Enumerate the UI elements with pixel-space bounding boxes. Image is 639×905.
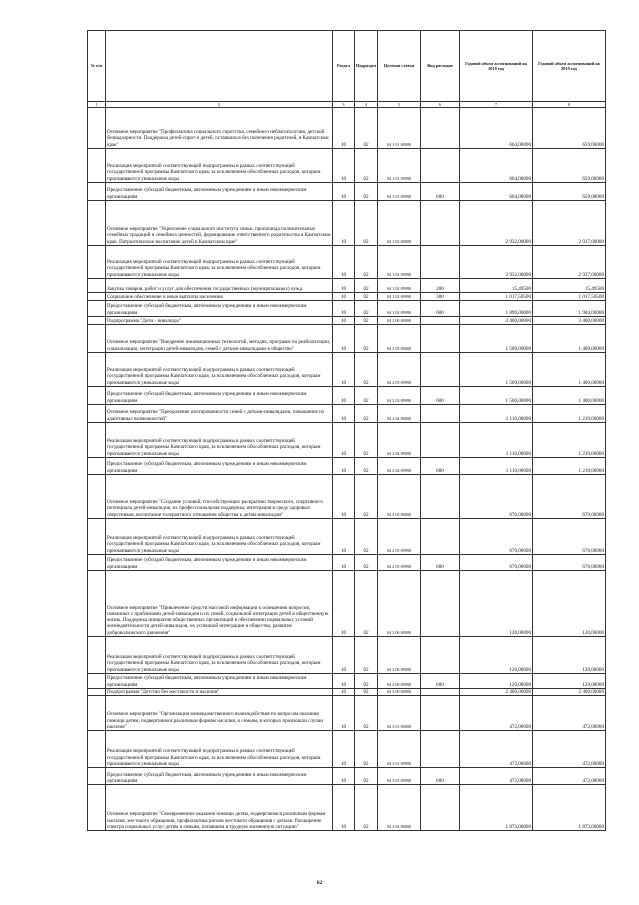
row-description: Реализация мероприятий соответствующей подпрограммы в рамках соответствующей государственной программы Камчатского края, за исключением обособленных расходов, которым присваиваются уникальные коды [106, 246, 333, 279]
header-description [106, 31, 333, 102]
razdel-cell: 10 [333, 293, 355, 301]
podrazdel-cell: 02 [355, 555, 378, 571]
target-article-cell: 04 2 03 09990 [378, 353, 421, 387]
razdel-cell: 10 [333, 637, 355, 674]
amount-2018-cell: 670,00000 [460, 555, 533, 571]
row-number-cell [88, 674, 106, 689]
row-number-cell [88, 279, 106, 293]
row-description: Предоставление субсидий бюджетным, автономным учреждениям и иным некоммерческим организациям [106, 301, 333, 317]
razdel-cell: 10 [333, 768, 355, 785]
amount-2019-cell: 670,00000 [533, 475, 606, 519]
razdel-cell: 10 [333, 674, 355, 689]
table-row [88, 519, 606, 555]
amount-2019-cell: 120,00000 [533, 571, 606, 637]
row-description: Основное мероприятие "Привлечение средств массовой информации к освещению вопросов, связанных с проблемами детей-инвалидов и их семей, социальной интеграции детей в общественную жизнь. Поддержка инициатив общественных организаций в обеспечении нормальных условий жизнедеятельности детей-инвалидов, их успешной интеграции в общество, развитие добровольческого движения" [106, 571, 333, 637]
target-article-cell: 04 1 01 00000 [378, 108, 421, 149]
target-article-cell: 04 3 01 09990 [378, 731, 421, 768]
podrazdel-cell: 02 [355, 387, 378, 405]
target-article-cell: 04 1 01 09990 [378, 149, 421, 183]
podrazdel-cell: 02 [355, 293, 378, 301]
podrazdel-cell: 02 [355, 571, 378, 637]
amount-2018-cell: 472,00000 [460, 696, 533, 731]
podrazdel-cell: 02 [355, 149, 378, 183]
amount-2019-cell: 3 400,00000 [533, 317, 606, 325]
razdel-cell: 10 [333, 149, 355, 183]
amount-2019-cell: 15,49500 [533, 279, 606, 293]
razdel-cell: 10 [333, 571, 355, 637]
table-row [88, 387, 606, 405]
amount-2018-cell: 15,49500 [460, 279, 533, 293]
row-description: Реализация мероприятий соответствующей подпрограммы в рамках соответствующей государственной программы Камчатского края, за исключением обособленных расходов, которым присваиваются уникальные коды [106, 149, 333, 183]
amount-2018-cell: 120,00000 [460, 637, 533, 674]
header-target-article: Целевая статья [378, 31, 421, 102]
amount-2019-cell: 659,00000 [533, 108, 606, 149]
target-article-cell: 04 2 06 09990 [378, 637, 421, 674]
target-article-cell: 04 3 02 00000 [378, 785, 421, 831]
amount-2019-cell: 670,00000 [533, 555, 606, 571]
amount-2019-cell: 670,00000 [533, 519, 606, 555]
expense-type-cell [421, 108, 460, 149]
column-number: 2 [106, 102, 333, 108]
table-row [88, 475, 606, 519]
table-row [88, 637, 606, 674]
amount-2019-cell: 472,00000 [533, 696, 606, 731]
razdel-cell: 10 [333, 201, 355, 246]
row-description: Предоставление субсидий бюджетным, автономным учреждениям и иным некоммерческим организациям [106, 674, 333, 689]
razdel-cell: 10 [333, 317, 355, 325]
expense-type-cell [421, 785, 460, 831]
razdel-cell: 10 [333, 387, 355, 405]
amount-2019-cell: 120,00000 [533, 674, 606, 689]
amount-2019-cell: 472,00000 [533, 768, 606, 785]
row-description: Предоставление субсидий бюджетным, автономным учреждениям и иным некоммерческим организациям [106, 183, 333, 201]
table-row [88, 201, 606, 246]
row-number-cell [88, 696, 106, 731]
target-article-cell: 04 3 01 09990 [378, 768, 421, 785]
header-razdel: Раздел [333, 31, 355, 102]
column-number: 4 [355, 102, 378, 108]
razdel-cell: 10 [333, 405, 355, 423]
table-row [88, 353, 606, 387]
expense-type-cell [421, 317, 460, 325]
razdel-cell: 10 [333, 325, 355, 353]
row-description: Подпрограмма "Детство без жестокости и насилия" [106, 689, 333, 696]
podrazdel-cell: 02 [355, 353, 378, 387]
amount-2019-cell: 659,00000 [533, 149, 606, 183]
table-row [88, 696, 606, 731]
row-description: Основное мероприятие "Укрепление социального института семьи, пропаганда положительных семейных традиций и семейных ценностей, формирование ответственного родительства в Камчатском крае. Патриотическое воспитание детей в Камчатском крае" [106, 201, 333, 246]
razdel-cell: 10 [333, 423, 355, 458]
amount-2019-cell: 1 210,00000 [533, 423, 606, 458]
row-description: Реализация мероприятий соответствующей подпрограммы в рамках соответствующей государственной программы Камчатского края, за исключением обособленных расходов, которым присваиваются уникальные коды [106, 519, 333, 555]
header-amount-2019: Годовой объем ассигнований на 2019 год [533, 31, 606, 102]
row-number-cell [88, 201, 106, 246]
expense-type-cell [421, 696, 460, 731]
table-row [88, 674, 606, 689]
amount-2018-cell: 120,00000 [460, 571, 533, 637]
podrazdel-cell: 02 [355, 674, 378, 689]
row-number-cell [88, 519, 106, 555]
table-row [88, 731, 606, 768]
razdel-cell: 10 [333, 696, 355, 731]
podrazdel-cell: 02 [355, 785, 378, 831]
table-row [88, 405, 606, 423]
expense-type-cell: 600 [421, 674, 460, 689]
amount-2018-cell: 1 110,00000 [460, 458, 533, 475]
expense-type-cell [421, 325, 460, 353]
expense-type-cell: 600 [421, 458, 460, 475]
column-number: 5 [378, 102, 421, 108]
table-row [88, 423, 606, 458]
target-article-cell: 04 2 05 09990 [378, 519, 421, 555]
razdel-cell: 10 [333, 458, 355, 475]
razdel-cell: 10 [333, 183, 355, 201]
table-row [88, 571, 606, 637]
row-description: Реализация мероприятий соответствующей подпрограммы в рамках соответствующей государственной программы Камчатского края, за исключением обособленных расходов, которым присваиваются уникальные коды [106, 353, 333, 387]
expense-type-cell: 600 [421, 183, 460, 201]
table-header [88, 31, 606, 102]
table-row [88, 768, 606, 785]
table-body [88, 108, 606, 831]
row-number-cell [88, 325, 106, 353]
amount-2018-cell: 472,00000 [460, 768, 533, 785]
table-row [88, 301, 606, 317]
target-article-cell: 04 2 00 00000 [378, 317, 421, 325]
amount-2018-cell: 2 932,00000 [460, 246, 533, 279]
razdel-cell: 10 [333, 785, 355, 831]
razdel-cell: 10 [333, 689, 355, 696]
target-article-cell: 04 1 02 09990 [378, 293, 421, 301]
target-article-cell: 04 2 05 09990 [378, 555, 421, 571]
expense-type-cell [421, 353, 460, 387]
column-number: 3 [333, 102, 355, 108]
razdel-cell: 10 [333, 475, 355, 519]
expense-type-cell: 200 [421, 279, 460, 293]
row-number-cell [88, 246, 106, 279]
target-article-cell: 04 1 02 09990 [378, 279, 421, 293]
row-number-cell [88, 317, 106, 325]
row-description: Основное мероприятие "Своевременное оказание помощи детям, подвергшимся различным формам насилия, жестокого обращения, профилактика рисков жестокого обращения с детьми. Расширение спектра социальных услуг детям и семьям, попавшим в трудную жизненную ситуацию" [106, 785, 333, 831]
razdel-cell: 10 [333, 519, 355, 555]
amount-2018-cell: 1 500,00000 [460, 353, 533, 387]
row-number-cell [88, 353, 106, 387]
razdel-cell: 10 [333, 353, 355, 387]
target-article-cell: 04 1 02 00000 [378, 201, 421, 246]
row-description: Основное мероприятие "Создание условий, способствующих раскрытию творческого, спортивного потенциала детей-инвалидов, их профессиональная поддержка, интеграция в среду здоровых сверстников, воспитание толерантного отношения общества к детям-инвалидам" [106, 475, 333, 519]
target-article-cell: 04 2 04 00000 [378, 405, 421, 423]
row-number-cell [88, 293, 106, 301]
table-row [88, 149, 606, 183]
row-number-cell [88, 785, 106, 831]
row-description: Основное мероприятие "Профилактика социального сиротства, семейного неблагополучия, детской безнадзорности. Поддержка детей-сирот и детей, оставшихся без попечения родителей, в Камчатском крае" [106, 108, 333, 149]
table-row [88, 555, 606, 571]
table-row [88, 458, 606, 475]
row-description: Предоставление субсидий бюджетным, автономным учреждениям и иным некоммерческим организациям [106, 555, 333, 571]
row-number-cell [88, 689, 106, 696]
target-article-cell: 04 2 04 09990 [378, 458, 421, 475]
amount-2018-cell: 120,00000 [460, 674, 533, 689]
expense-type-cell [421, 731, 460, 768]
podrazdel-cell: 02 [355, 475, 378, 519]
row-number-cell [88, 149, 106, 183]
row-number-cell [88, 555, 106, 571]
row-description: Реализация мероприятий соответствующей подпрограммы в рамках соответствующей государственной программы Камчатского края, за исключением обособленных расходов, которым присваиваются уникальные коды [106, 731, 333, 768]
razdel-cell: 10 [333, 555, 355, 571]
table-row [88, 325, 606, 353]
razdel-cell: 10 [333, 301, 355, 317]
amount-2019-cell: 1 904,00000 [533, 301, 606, 317]
amount-2019-cell: 2 400,00000 [533, 689, 606, 696]
table-row [88, 293, 606, 301]
column-number: 7 [460, 102, 533, 108]
row-number-cell [88, 571, 106, 637]
expense-type-cell: 600 [421, 555, 460, 571]
row-description: Подпрограмма "Дети - инвалиды" [106, 317, 333, 325]
row-number-cell [88, 768, 106, 785]
expense-type-cell [421, 246, 460, 279]
target-article-cell: 04 2 03 09990 [378, 387, 421, 405]
podrazdel-cell: 02 [355, 423, 378, 458]
amount-2019-cell: 1 210,00000 [533, 405, 606, 423]
target-article-cell: 04 2 03 00000 [378, 325, 421, 353]
podrazdel-cell: 02 [355, 201, 378, 246]
column-number: 6 [421, 102, 460, 108]
amount-2019-cell: 472,00000 [533, 731, 606, 768]
amount-2018-cell: 1 017,50500 [460, 293, 533, 301]
amount-2019-cell: 1 873,00000 [533, 785, 606, 831]
amount-2018-cell: 2 932,00000 [460, 201, 533, 246]
amount-2019-cell: 2 937,00000 [533, 246, 606, 279]
table-row [88, 785, 606, 831]
razdel-cell: 10 [333, 279, 355, 293]
target-article-cell: 04 2 06 00000 [378, 571, 421, 637]
amount-2018-cell: 664,00000 [460, 108, 533, 149]
amount-2018-cell: 1 500,00000 [460, 325, 533, 353]
row-number-cell [88, 637, 106, 674]
amount-2018-cell: 3 400,00000 [460, 317, 533, 325]
expense-type-cell: 600 [421, 301, 460, 317]
row-number-cell [88, 301, 106, 317]
podrazdel-cell: 02 [355, 279, 378, 293]
row-description: Реализация мероприятий соответствующей подпрограммы в рамках соответствующей государственной программы Камчатского края, за исключением обособленных расходов, которым присваиваются уникальные коды [106, 423, 333, 458]
podrazdel-cell: 02 [355, 246, 378, 279]
amount-2018-cell: 670,00000 [460, 519, 533, 555]
target-article-cell: 04 2 06 09990 [378, 674, 421, 689]
amount-2018-cell: 1 899,00000 [460, 301, 533, 317]
podrazdel-cell: 02 [355, 108, 378, 149]
row-description: Предоставление субсидий бюджетным, автономным учреждениям и иным некоммерческим организациям [106, 387, 333, 405]
row-number-cell [88, 387, 106, 405]
row-number-cell [88, 475, 106, 519]
amount-2019-cell: 1 210,00000 [533, 458, 606, 475]
razdel-cell: 10 [333, 108, 355, 149]
target-article-cell: 04 2 05 00000 [378, 475, 421, 519]
target-article-cell: 04 3 00 00000 [378, 689, 421, 696]
expense-type-cell [421, 637, 460, 674]
target-article-cell: 04 1 02 09990 [378, 246, 421, 279]
column-number: 1 [88, 102, 106, 108]
row-description: Основное мероприятие "Организация межведомственного взаимодействия по вопросам оказания помощи детям, подвергшимся различным формам насилия, и семьям, в которых произошли случаи насилия" [106, 696, 333, 731]
expense-type-cell [421, 201, 460, 246]
header-num: № п/п [88, 31, 106, 102]
amount-2019-cell: 1 400,00000 [533, 387, 606, 405]
amount-2018-cell: 664,00000 [460, 183, 533, 201]
podrazdel-cell: 02 [355, 183, 378, 201]
row-description: Основное мероприятие "Преодоление изолированности семей с детьми-инвалидами, повышение их адаптивных возможностей" [106, 405, 333, 423]
header-podrazdel: Подраздел [355, 31, 378, 102]
amount-2018-cell: 1 110,00000 [460, 423, 533, 458]
podrazdel-cell: 02 [355, 637, 378, 674]
header-amount-2018: Годовой объем ассигнований на 2018 год [460, 31, 533, 102]
podrazdel-cell: 02 [355, 325, 378, 353]
row-description: Основное мероприятие "Внедрение инновационных технологий, методик, программ по реабилитации, социализации, интеграции детей-инвалидов, семей с детьми-инвалидами в общество" [106, 325, 333, 353]
podrazdel-cell: 02 [355, 405, 378, 423]
expense-type-cell [421, 571, 460, 637]
expense-type-cell: 600 [421, 387, 460, 405]
amount-2018-cell: 1 500,00000 [460, 387, 533, 405]
amount-2019-cell: 2 937,00000 [533, 201, 606, 246]
table-row [88, 279, 606, 293]
row-number-cell [88, 108, 106, 149]
row-description: Социальное обеспечение и иные выплаты населению [106, 293, 333, 301]
podrazdel-cell: 02 [355, 768, 378, 785]
row-number-cell [88, 405, 106, 423]
podrazdel-cell: 02 [355, 317, 378, 325]
target-article-cell: 04 1 02 09990 [378, 301, 421, 317]
amount-2019-cell: 120,00000 [533, 637, 606, 674]
expense-type-cell [421, 519, 460, 555]
podrazdel-cell: 02 [355, 519, 378, 555]
row-description: Предоставление субсидий бюджетным, автономным учреждениям и иным некоммерческим организациям [106, 768, 333, 785]
target-article-cell: 04 1 01 09990 [378, 183, 421, 201]
amount-2018-cell: 1 110,00000 [460, 405, 533, 423]
expense-type-cell: 600 [421, 768, 460, 785]
column-number: 8 [533, 102, 606, 108]
podrazdel-cell: 02 [355, 689, 378, 696]
budget-table [87, 30, 606, 831]
row-description: Реализация мероприятий соответствующей подпрограммы в рамках соответствующей государственной программы Камчатского края, за исключением обособленных расходов, которым присваиваются уникальные коды [106, 637, 333, 674]
amount-2019-cell: 659,00000 [533, 183, 606, 201]
podrazdel-cell: 02 [355, 696, 378, 731]
table-row [88, 246, 606, 279]
amount-2019-cell: 1 400,00000 [533, 353, 606, 387]
table-row [88, 108, 606, 149]
row-description: Закупка товаров, работ и услуг для обеспечения государственных (муниципальных) нужд [106, 279, 333, 293]
podrazdel-cell: 02 [355, 731, 378, 768]
podrazdel-cell: 02 [355, 301, 378, 317]
table-row [88, 689, 606, 696]
podrazdel-cell: 02 [355, 458, 378, 475]
amount-2019-cell: 1 400,00000 [533, 325, 606, 353]
row-number-cell [88, 458, 106, 475]
row-number-cell [88, 423, 106, 458]
target-article-cell: 04 3 01 00000 [378, 696, 421, 731]
row-number-cell [88, 183, 106, 201]
table-row [88, 317, 606, 325]
header-expense-type: Вид расходов [421, 31, 460, 102]
expense-type-cell [421, 475, 460, 519]
amount-2018-cell: 472,00000 [460, 731, 533, 768]
expense-type-cell: 300 [421, 293, 460, 301]
target-article-cell: 04 2 04 09990 [378, 423, 421, 458]
expense-type-cell [421, 423, 460, 458]
razdel-cell: 10 [333, 246, 355, 279]
razdel-cell: 10 [333, 731, 355, 768]
row-number-cell [88, 731, 106, 768]
table-row [88, 183, 606, 201]
amount-2018-cell: 2 400,00000 [460, 689, 533, 696]
amount-2018-cell: 1 873,00000 [460, 785, 533, 831]
expense-type-cell [421, 689, 460, 696]
expense-type-cell [421, 149, 460, 183]
amount-2018-cell: 670,00000 [460, 475, 533, 519]
page-number: 62 [316, 880, 323, 886]
expense-type-cell [421, 405, 460, 423]
amount-2019-cell: 1 017,50500 [533, 293, 606, 301]
row-description: Предоставление субсидий бюджетным, автономным учреждениям и иным некоммерческим организациям [106, 458, 333, 475]
amount-2018-cell: 664,00000 [460, 149, 533, 183]
